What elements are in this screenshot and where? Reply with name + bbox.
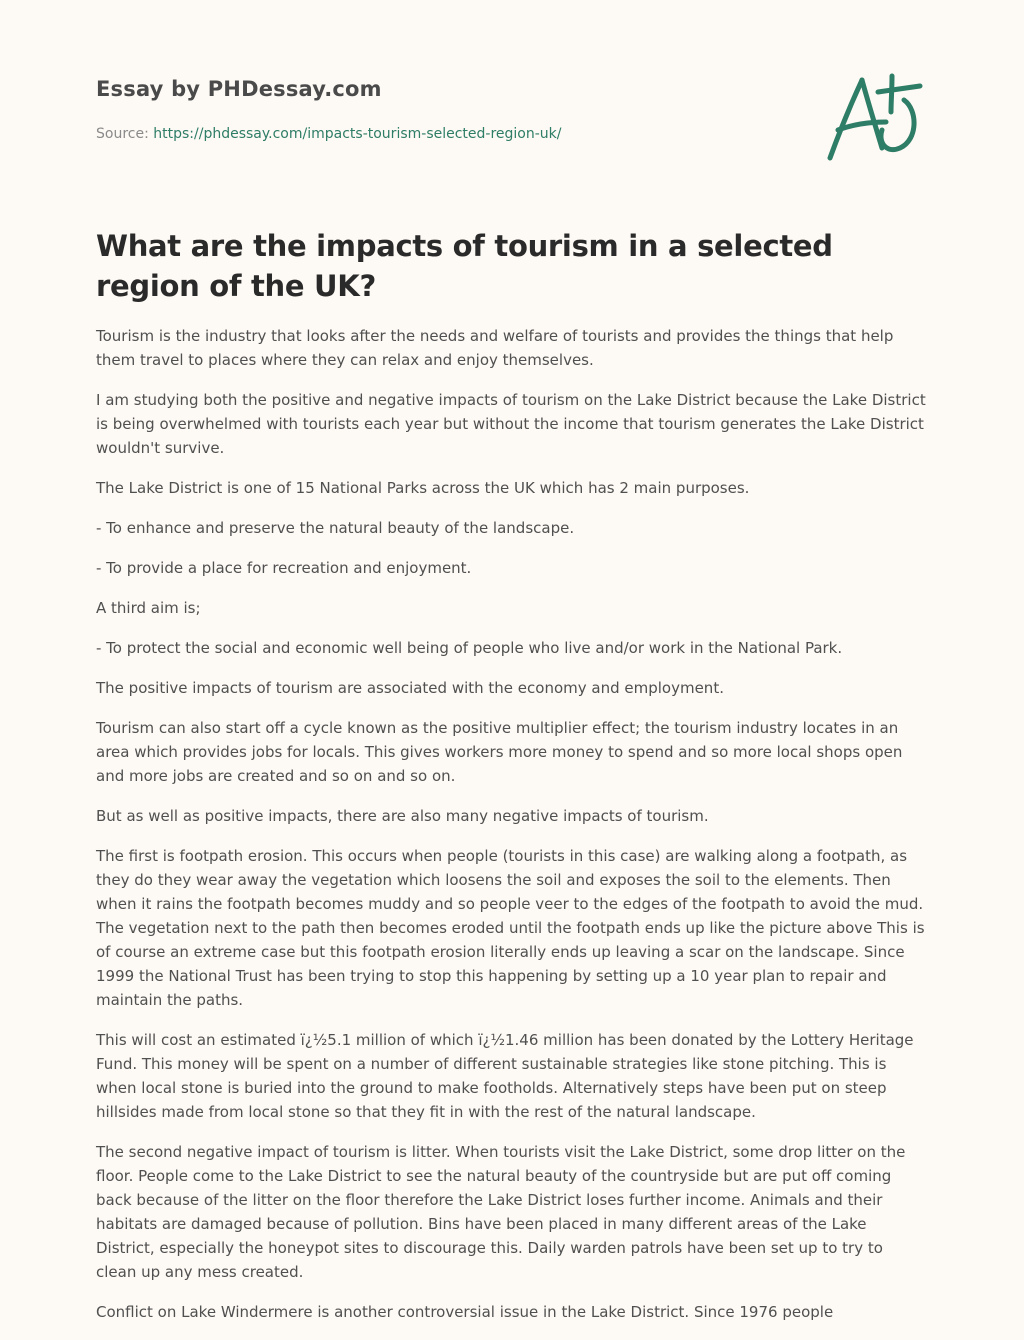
paragraph: Tourism can also start off a cycle known as the positive multiplier effect; the tourism industry locates in an area which provides jobs for locals. This gives workers more money to spend and so more local shops open and more jobs are created and so on and so on. (96, 719, 903, 785)
paragraph: The positive impacts of tourism are associated with the economy and employment. (96, 679, 724, 697)
essay-body (96, 324, 928, 1340)
paragraph: But as well as positive impacts, there are also many negative impacts of tourism. (96, 807, 709, 825)
paragraph: The second negative impact of tourism is litter. When tourists visit the Lake District, some drop litter on the floor. People come to the Lake District to see the natural beauty of the countryside but are put off coming back because of the litter on the floor therefore the Lake District loses further income. Animals and their habitats are damaged because of pollution. Bins have been placed in many different areas of the Lake District, especially the honeypot sites to discourage this. Daily warden patrols have been set up to try to clean up any mess created. (96, 1143, 906, 1281)
source-line (96, 124, 796, 144)
site-brand: Essay by PHDessay.com (96, 77, 382, 101)
source-link[interactable]: https://phdessay.com/impacts-tourism-selected-region-uk/ (153, 126, 562, 142)
paragraph: A third aim is; (96, 599, 201, 617)
paragraph: The first is footpath erosion. This occurs when people (tourists in this case) are walking along a footpath, as they do they wear away the vegetation which loosens the soil and exposes the soil to the elements. Then when it rains the footpath becomes muddy and so people veer to the edges of the footpath to avoid the mud. The vegetation next to the path then becomes eroded until the footpath ends up like the picture above This is of course an extreme case but this footpath erosion literally ends up leaving a scar on the landscape. Since 1999 the National Trust has been trying to stop this happening by setting up a 10 year plan to repair and maintain the paths. (96, 847, 925, 1009)
paragraph: The Lake District is one of 15 National Parks across the UK which has 2 main purposes. (96, 479, 750, 497)
source-label: Source: (96, 126, 154, 142)
essay-header (96, 74, 796, 144)
paragraph: I am studying both the positive and negative impacts of tourism on the Lake District because the Lake District is being overwhelmed with tourists each year but without the income that tourism generates the Lake District wouldn't survive. (96, 391, 926, 457)
a-plus-logo-icon (820, 66, 930, 170)
paragraph: This will cost an estimated ï¿½5.1 million of which ï¿½1.46 million has been donated by the Lottery Heritage Fund. This money will be spent on a number of different sustainable strategies like stone pitching. This is when local stone is buried into the ground to make footholds. Alternatively steps have been put on steep hillsides made from local stone so that they fit in with the rest of the natural landscape. (96, 1031, 914, 1121)
paragraph: - To protect the social and economic well being of people who live and/or work in the National Park. (96, 639, 843, 657)
essay-title: What are the impacts of tourism in a selected region of the UK? (96, 229, 833, 303)
paragraph: - To provide a place for recreation and enjoyment. (96, 559, 472, 577)
paragraph: Conflict on Lake Windermere is another controversial issue in the Lake District. Since 1976 people (96, 1303, 834, 1321)
paragraph: Tourism is the industry that looks after the needs and welfare of tourists and provides the things that help them travel to places where they can relax and enjoy themselves. (96, 327, 894, 369)
paragraph: - To enhance and preserve the natural beauty of the landscape. (96, 519, 575, 537)
